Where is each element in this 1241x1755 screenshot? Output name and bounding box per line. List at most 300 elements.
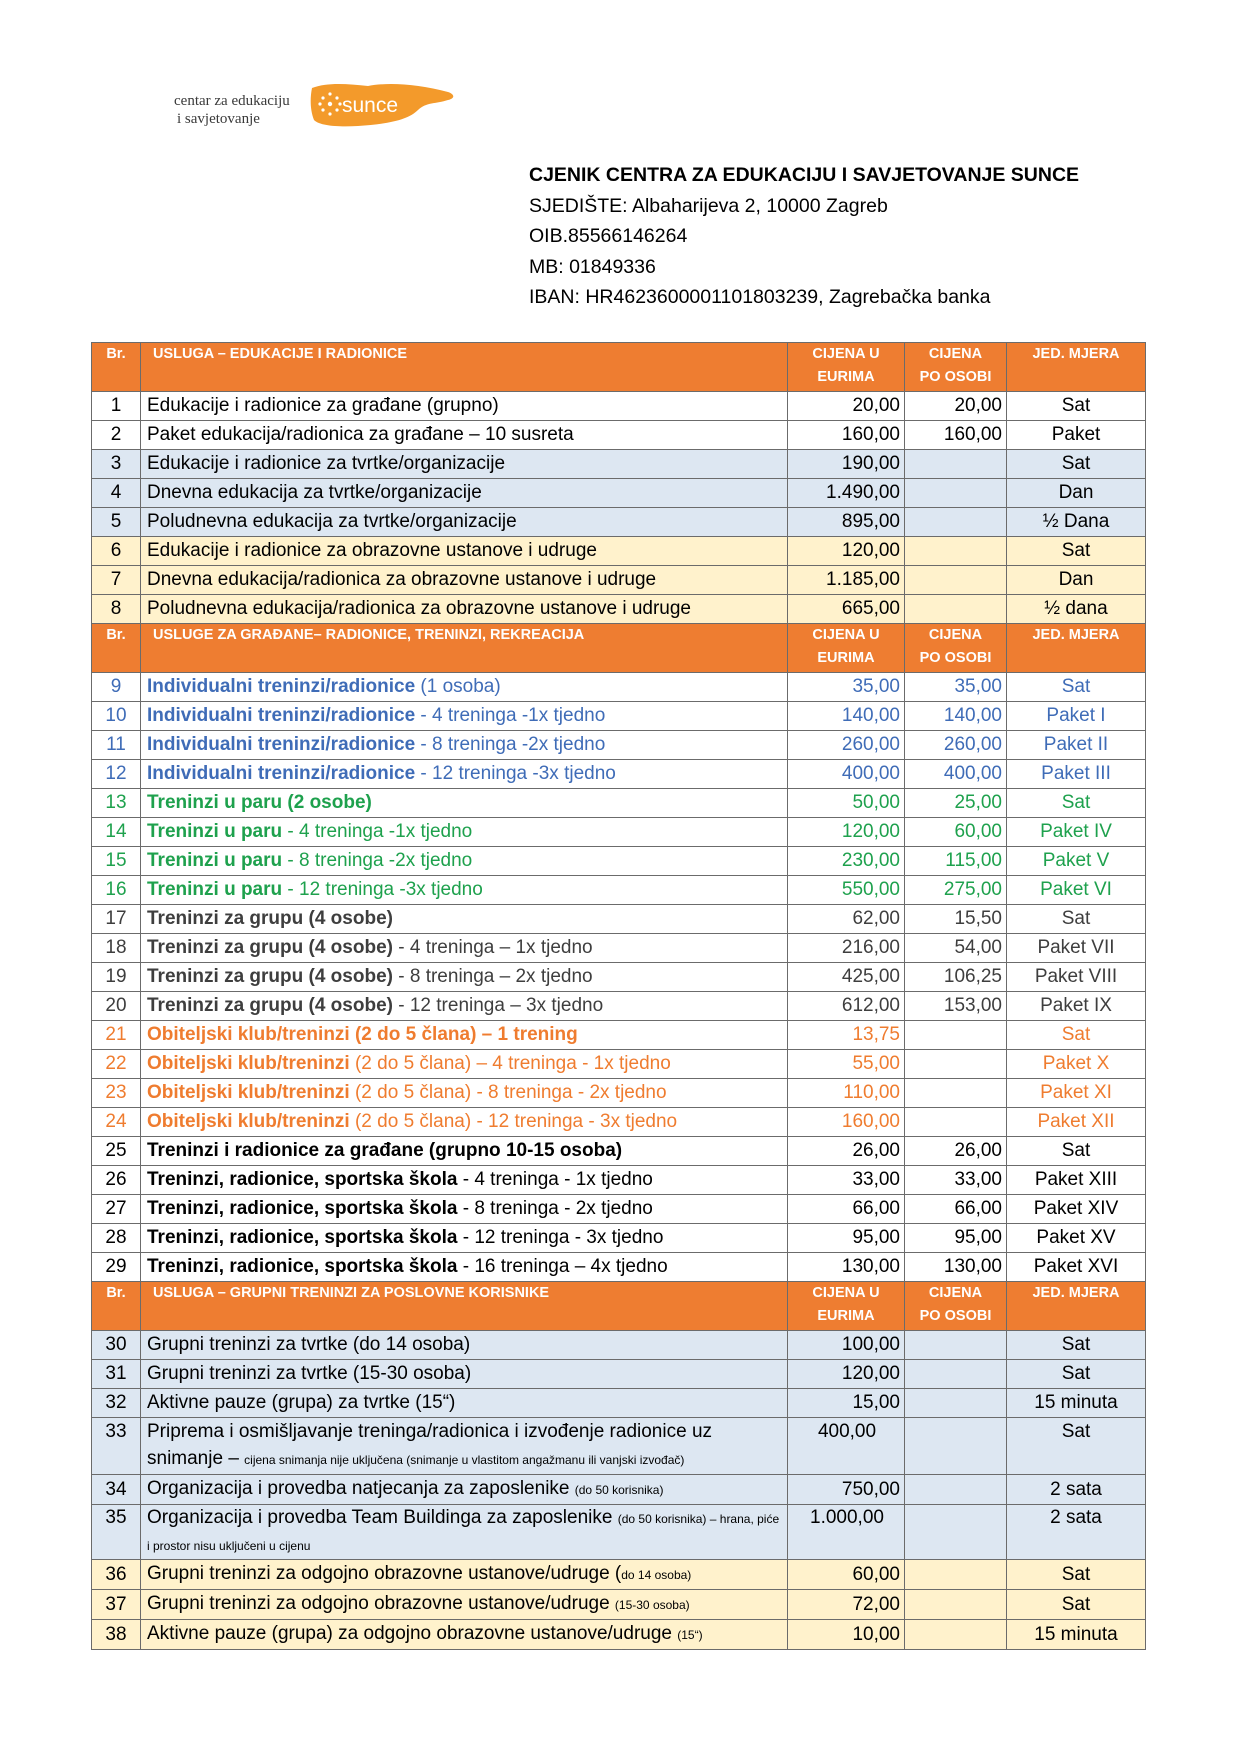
price-eur: 120,00 [788, 1360, 905, 1389]
service-description [141, 992, 788, 1021]
row-number: 5 [92, 508, 141, 537]
service-name-bold: Treninzi u paru [147, 821, 283, 842]
price-per-person [905, 595, 1007, 624]
unit-measure: Sat [1007, 1590, 1146, 1620]
row-number: 9 [92, 673, 141, 702]
price-eur: 230,00 [788, 847, 905, 876]
price-per-person [905, 1620, 1007, 1650]
service-name-bold: Obiteljski klub/treninzi (2 do 5 člana) – 1 trening [147, 1024, 578, 1045]
row-number: 11 [92, 731, 141, 760]
unit-measure: 2 sata [1007, 1505, 1146, 1560]
price-per-person [905, 1475, 1007, 1505]
price-per-person: 66,00 [905, 1195, 1007, 1224]
service-detail: - 4 treninga – 1x tjedno [392, 937, 593, 958]
service-description [141, 1620, 788, 1650]
service-detail: - 4 treninga -1x tjedno [415, 705, 606, 726]
row-number: 29 [92, 1253, 141, 1282]
header-unit: JED. MJERA [1007, 343, 1146, 392]
table-row [92, 1360, 1146, 1389]
price-eur: 26,00 [788, 1137, 905, 1166]
price-per-person [905, 479, 1007, 508]
price-eur: 400,00 [788, 760, 905, 789]
table-row [92, 1475, 1146, 1505]
unit-measure: Paket VII [1007, 934, 1146, 963]
price-per-person [905, 1590, 1007, 1620]
row-number: 35 [92, 1505, 141, 1560]
price-per-person: 275,00 [905, 876, 1007, 905]
unit-measure: Sat [1007, 789, 1146, 818]
price-per-person: 140,00 [905, 702, 1007, 731]
service-name-bold: Treninzi, radionice, sportska škola [147, 1256, 458, 1277]
row-number: 14 [92, 818, 141, 847]
service-detail: - 12 treninga – 3x tjedno [392, 995, 604, 1016]
table-row [92, 566, 1146, 595]
row-number: 16 [92, 876, 141, 905]
price-eur: 425,00 [788, 963, 905, 992]
service-description [141, 1137, 788, 1166]
header-br: Br. [92, 343, 141, 392]
service-description [141, 934, 788, 963]
header-price-per-person: CIJENA PO OSOBI [905, 343, 1007, 392]
price-per-person [905, 1331, 1007, 1360]
service-note: (do 50 korisnika) – hrana, piće i prostor nisu uključeni u cijenu [147, 1512, 780, 1553]
service-detail: Grupni treninzi za tvrtke (15-30 osoba) [147, 1363, 472, 1384]
service-detail: Aktivne pauze (grupa) za tvrtke (15“) [147, 1392, 456, 1413]
table-row [92, 1560, 1146, 1590]
unit-measure: Paket VI [1007, 876, 1146, 905]
price-per-person: 33,00 [905, 1166, 1007, 1195]
service-description [141, 508, 788, 537]
service-name-bold: Treninzi u paru (2 osobe) [147, 792, 372, 813]
price-eur: 62,00 [788, 905, 905, 934]
row-number: 27 [92, 1195, 141, 1224]
service-description [141, 1253, 788, 1282]
service-description [141, 876, 788, 905]
price-per-person: 106,25 [905, 963, 1007, 992]
mb: MB: 01849336 [529, 255, 656, 278]
price-eur: 750,00 [788, 1475, 905, 1505]
price-eur: 95,00 [788, 1224, 905, 1253]
table-row [92, 595, 1146, 624]
row-number: 10 [92, 702, 141, 731]
service-description [141, 1079, 788, 1108]
service-detail: Dnevna edukacija/radionica za obrazovne ustanove i udruge [147, 569, 657, 590]
price-per-person [905, 508, 1007, 537]
row-number: 32 [92, 1389, 141, 1418]
row-number: 30 [92, 1331, 141, 1360]
service-description [141, 963, 788, 992]
service-description [141, 1389, 788, 1418]
service-detail: (1 osoba) [415, 676, 501, 697]
price-per-person: 20,00 [905, 392, 1007, 421]
price-eur: 100,00 [788, 1331, 905, 1360]
row-number: 7 [92, 566, 141, 595]
table-row [92, 1195, 1146, 1224]
row-number: 3 [92, 450, 141, 479]
service-name-bold: Obiteljski klub/treninzi [147, 1053, 350, 1074]
price-eur: 66,00 [788, 1195, 905, 1224]
header-price-per-person: CIJENA PO OSOBI [905, 1282, 1007, 1331]
table-row [92, 1021, 1146, 1050]
price-eur: 400,00 [788, 1418, 905, 1475]
logo-line-1: centar za edukaciju [174, 93, 290, 109]
price-per-person: 54,00 [905, 934, 1007, 963]
service-description [141, 1418, 788, 1475]
service-detail: Dnevna edukacija za tvrtke/organizacije [147, 482, 482, 503]
service-description [141, 1224, 788, 1253]
price-per-person [905, 1021, 1007, 1050]
table-row [92, 963, 1146, 992]
price-per-person [905, 1505, 1007, 1560]
table-row [92, 789, 1146, 818]
service-description [141, 1590, 788, 1620]
service-detail: Organizacija i provedba natjecanja za zaposlenike [147, 1478, 575, 1499]
service-description [141, 1360, 788, 1389]
price-eur: 50,00 [788, 789, 905, 818]
price-eur: 35,00 [788, 673, 905, 702]
price-per-person: 60,00 [905, 818, 1007, 847]
unit-measure: Sat [1007, 905, 1146, 934]
unit-measure: Sat [1007, 1360, 1146, 1389]
price-eur: 60,00 [788, 1560, 905, 1590]
unit-measure: Sat [1007, 1331, 1146, 1360]
unit-measure: Sat [1007, 537, 1146, 566]
price-eur: 190,00 [788, 450, 905, 479]
service-name-bold: Obiteljski klub/treninzi [147, 1082, 350, 1103]
service-detail: Grupni treninzi za odgojno obrazovne ustanove/udruge ( [147, 1563, 622, 1584]
service-detail: Grupni treninzi za odgojno obrazovne ustanove/udruge [147, 1593, 615, 1614]
table-row [92, 537, 1146, 566]
service-note: (15“) [677, 1628, 703, 1642]
price-per-person [905, 450, 1007, 479]
price-per-person [905, 1360, 1007, 1389]
table-row [92, 1590, 1146, 1620]
service-name-bold: Treninzi, radionice, sportska škola [147, 1169, 458, 1190]
service-description [141, 392, 788, 421]
row-number: 2 [92, 421, 141, 450]
service-name-bold: Treninzi za grupu (4 osobe) [147, 908, 393, 929]
table-row [92, 1050, 1146, 1079]
row-number: 1 [92, 392, 141, 421]
unit-measure: Sat [1007, 450, 1146, 479]
header-unit: JED. MJERA [1007, 1282, 1146, 1331]
service-description [141, 760, 788, 789]
price-per-person: 115,00 [905, 847, 1007, 876]
price-eur: 550,00 [788, 876, 905, 905]
price-per-person [905, 1079, 1007, 1108]
row-number: 13 [92, 789, 141, 818]
service-name-bold: Treninzi u paru [147, 879, 283, 900]
unit-measure: Paket IV [1007, 818, 1146, 847]
price-per-person: 25,00 [905, 789, 1007, 818]
service-detail: Edukacije i radionice za obrazovne ustanove i udruge [147, 540, 597, 561]
company-logo [174, 80, 474, 140]
service-description [141, 537, 788, 566]
iban: IBAN: HR4623600001101803239, Zagrebačka banka [529, 286, 991, 308]
price-eur: 612,00 [788, 992, 905, 1021]
header-service: USLUGE ZA GRAĐANE– RADIONICE, TRENINZI, REKREACIJA [141, 624, 788, 673]
header-price-per-person: CIJENA PO OSOBI [905, 624, 1007, 673]
price-eur: 120,00 [788, 537, 905, 566]
table-row [92, 1505, 1146, 1560]
oib: OIB.85566146264 [529, 225, 688, 247]
unit-measure: ½ dana [1007, 595, 1146, 624]
header-br: Br. [92, 1282, 141, 1331]
price-eur: 895,00 [788, 508, 905, 537]
price-eur: 110,00 [788, 1079, 905, 1108]
unit-measure: Sat [1007, 1137, 1146, 1166]
price-eur: 10,00 [788, 1620, 905, 1650]
price-eur: 1.000,00 [788, 1505, 905, 1560]
price-eur: 20,00 [788, 392, 905, 421]
service-name-bold: Treninzi u paru [147, 850, 283, 871]
service-detail: - 12 treninga - 3x tjedno [457, 1227, 664, 1248]
price-eur: 72,00 [788, 1590, 905, 1620]
service-description [141, 905, 788, 934]
price-eur: 130,00 [788, 1253, 905, 1282]
price-eur: 260,00 [788, 731, 905, 760]
service-note: do 14 osoba) [621, 1568, 692, 1582]
price-table [91, 342, 1146, 1650]
service-note: (do 50 korisnika) [574, 1483, 664, 1497]
service-detail: - 8 treninga - 2x tjedno [457, 1198, 653, 1219]
service-description [141, 1475, 788, 1505]
row-number: 28 [92, 1224, 141, 1253]
service-description [141, 1021, 788, 1050]
service-detail: Priprema i osmišljavanje treninga/radionica i izvođenje radionice uz snimanje – [147, 1421, 713, 1469]
table-row [92, 1620, 1146, 1650]
unit-measure: 15 minuta [1007, 1389, 1146, 1418]
service-detail: - 8 treninga -2x tjedno [282, 850, 473, 871]
table-row [92, 876, 1146, 905]
price-per-person: 35,00 [905, 673, 1007, 702]
price-per-person: 15,50 [905, 905, 1007, 934]
unit-measure: Paket XII [1007, 1108, 1146, 1137]
table-row [92, 508, 1146, 537]
unit-measure: Paket II [1007, 731, 1146, 760]
price-per-person: 160,00 [905, 421, 1007, 450]
price-per-person [905, 537, 1007, 566]
service-description [141, 1560, 788, 1590]
unit-measure: 15 minuta [1007, 1620, 1146, 1650]
price-eur: 160,00 [788, 421, 905, 450]
service-description [141, 1166, 788, 1195]
service-detail: - 16 treninga – 4x tjedno [457, 1256, 668, 1277]
service-description [141, 1331, 788, 1360]
table-row [92, 702, 1146, 731]
service-name-bold: Obiteljski klub/treninzi [147, 1111, 350, 1132]
service-name-bold: Treninzi i radionice za građane (grupno 10-15 osoba) [147, 1140, 623, 1161]
table-row [92, 421, 1146, 450]
table-row [92, 1418, 1146, 1475]
row-number: 36 [92, 1560, 141, 1590]
service-description [141, 566, 788, 595]
unit-measure: 2 sata [1007, 1475, 1146, 1505]
service-name-bold: Treninzi, radionice, sportska škola [147, 1198, 458, 1219]
price-eur: 120,00 [788, 818, 905, 847]
header-service: USLUGA – GRUPNI TRENINZI ZA POSLOVNE KORISNIKE [141, 1282, 788, 1331]
section-header-row [92, 624, 1146, 673]
service-name-bold: Individualni treninzi/radionice [147, 734, 416, 755]
unit-measure: Sat [1007, 1021, 1146, 1050]
table-row [92, 1079, 1146, 1108]
row-number: 34 [92, 1475, 141, 1505]
unit-measure: Sat [1007, 392, 1146, 421]
service-description [141, 818, 788, 847]
price-eur: 33,00 [788, 1166, 905, 1195]
table-row [92, 673, 1146, 702]
service-description [141, 595, 788, 624]
price-eur: 216,00 [788, 934, 905, 963]
unit-measure: Paket XV [1007, 1224, 1146, 1253]
price-per-person [905, 1560, 1007, 1590]
service-description [141, 421, 788, 450]
table-row [92, 1253, 1146, 1282]
price-per-person: 260,00 [905, 731, 1007, 760]
service-name-bold: Individualni treninzi/radionice [147, 676, 416, 697]
price-eur: 15,00 [788, 1389, 905, 1418]
service-detail: - 8 treninga -2x tjedno [415, 734, 606, 755]
table-row [92, 479, 1146, 508]
logo-line-2: i savjetovanje [177, 111, 260, 127]
price-per-person [905, 1050, 1007, 1079]
unit-measure: Sat [1007, 1418, 1146, 1475]
table-row [92, 1331, 1146, 1360]
table-row [92, 934, 1146, 963]
unit-measure: Sat [1007, 673, 1146, 702]
unit-measure: Dan [1007, 479, 1146, 508]
price-per-person: 130,00 [905, 1253, 1007, 1282]
logo-text [174, 92, 290, 128]
service-description [141, 1108, 788, 1137]
price-per-person: 95,00 [905, 1224, 1007, 1253]
service-name-bold: Treninzi za grupu (4 osobe) [147, 995, 393, 1016]
unit-measure: Paket XI [1007, 1079, 1146, 1108]
row-number: 24 [92, 1108, 141, 1137]
service-name-bold: Treninzi za grupu (4 osobe) [147, 966, 393, 987]
section-header-row [92, 343, 1146, 392]
service-name-bold: Treninzi, radionice, sportska škola [147, 1227, 458, 1248]
price-eur: 1.185,00 [788, 566, 905, 595]
header-service: USLUGA – EDUKACIJE I RADIONICE [141, 343, 788, 392]
row-number: 37 [92, 1590, 141, 1620]
table-row [92, 1137, 1146, 1166]
unit-measure: Paket III [1007, 760, 1146, 789]
price-eur: 140,00 [788, 702, 905, 731]
row-number: 20 [92, 992, 141, 1021]
price-eur: 160,00 [788, 1108, 905, 1137]
service-detail: Paket edukacija/radionica za građane – 10 susreta [147, 424, 574, 445]
price-per-person: 400,00 [905, 760, 1007, 789]
service-detail: (2 do 5 člana) – 4 treninga - 1x tjedno [349, 1053, 671, 1074]
row-number: 12 [92, 760, 141, 789]
service-description [141, 479, 788, 508]
service-detail: Poludnevna edukacija/radionica za obrazovne ustanove i udruge [147, 598, 691, 619]
row-number: 25 [92, 1137, 141, 1166]
row-number: 31 [92, 1360, 141, 1389]
table-row [92, 847, 1146, 876]
price-per-person [905, 566, 1007, 595]
row-number: 18 [92, 934, 141, 963]
seat-address: SJEDIŠTE: Albaharijeva 2, 10000 Zagreb [529, 194, 888, 217]
table-row [92, 392, 1146, 421]
service-name-bold: Individualni treninzi/radionice [147, 705, 416, 726]
price-per-person [905, 1389, 1007, 1418]
row-number: 19 [92, 963, 141, 992]
service-detail: - 4 treninga - 1x tjedno [457, 1169, 653, 1190]
service-description [141, 731, 788, 760]
service-description [141, 1050, 788, 1079]
service-detail: (2 do 5 člana) - 12 treninga - 3x tjedno [349, 1111, 678, 1132]
service-description [141, 450, 788, 479]
table-row [92, 1166, 1146, 1195]
header-price: CIJENA U EURIMA [788, 624, 905, 673]
service-detail: Aktivne pauze (grupa) za odgojno obrazovne ustanove/udruge [147, 1623, 678, 1644]
table-row [92, 1108, 1146, 1137]
unit-measure: Paket XIII [1007, 1166, 1146, 1195]
price-per-person: 153,00 [905, 992, 1007, 1021]
row-number: 4 [92, 479, 141, 508]
service-note: (15-30 osoba) [614, 1598, 690, 1612]
price-eur: 1.490,00 [788, 479, 905, 508]
price-eur: 55,00 [788, 1050, 905, 1079]
price-eur: 13,75 [788, 1021, 905, 1050]
row-number: 6 [92, 537, 141, 566]
service-description [141, 702, 788, 731]
row-number: 22 [92, 1050, 141, 1079]
service-detail: Edukacije i radionice za građane (grupno) [147, 395, 499, 416]
price-eur: 665,00 [788, 595, 905, 624]
row-number: 17 [92, 905, 141, 934]
table-row [92, 760, 1146, 789]
unit-measure: Paket IX [1007, 992, 1146, 1021]
service-detail: - 12 treninga -3x tjedno [415, 763, 616, 784]
service-detail: Edukacije i radionice za tvrtke/organizacije [147, 453, 506, 474]
service-detail: - 8 treninga – 2x tjedno [392, 966, 593, 987]
table-row [92, 905, 1146, 934]
unit-measure: Sat [1007, 1560, 1146, 1590]
unit-measure: Paket XIV [1007, 1195, 1146, 1224]
service-detail: Poludnevna edukacija za tvrtke/organizacije [147, 511, 517, 532]
table-row [92, 1389, 1146, 1418]
service-description [141, 847, 788, 876]
service-name-bold: Individualni treninzi/radionice [147, 763, 416, 784]
row-number: 8 [92, 595, 141, 624]
table-row [92, 818, 1146, 847]
header-price: CIJENA U EURIMA [788, 343, 905, 392]
header-br: Br. [92, 624, 141, 673]
row-number: 33 [92, 1418, 141, 1475]
row-number: 38 [92, 1620, 141, 1650]
unit-measure: Paket V [1007, 847, 1146, 876]
service-description [141, 673, 788, 702]
service-description [141, 789, 788, 818]
unit-measure: Paket VIII [1007, 963, 1146, 992]
table-row [92, 450, 1146, 479]
table-row [92, 1224, 1146, 1253]
service-detail: Grupni treninzi za tvrtke (do 14 osoba) [147, 1334, 471, 1355]
unit-measure: Paket [1007, 421, 1146, 450]
unit-measure: ½ Dana [1007, 508, 1146, 537]
price-per-person: 26,00 [905, 1137, 1007, 1166]
table-row [92, 731, 1146, 760]
service-note: cijena snimanja nije uključena (snimanje u vlastitom angažmanu ili vanjski izvođač) [244, 1453, 685, 1467]
logo-word: sunce [342, 94, 399, 117]
document-header [529, 160, 1079, 313]
unit-measure: Paket I [1007, 702, 1146, 731]
service-detail: Organizacija i provedba Team Buildinga za zaposlenike [147, 1507, 618, 1528]
service-detail: - 4 treninga -1x tjedno [282, 821, 473, 842]
